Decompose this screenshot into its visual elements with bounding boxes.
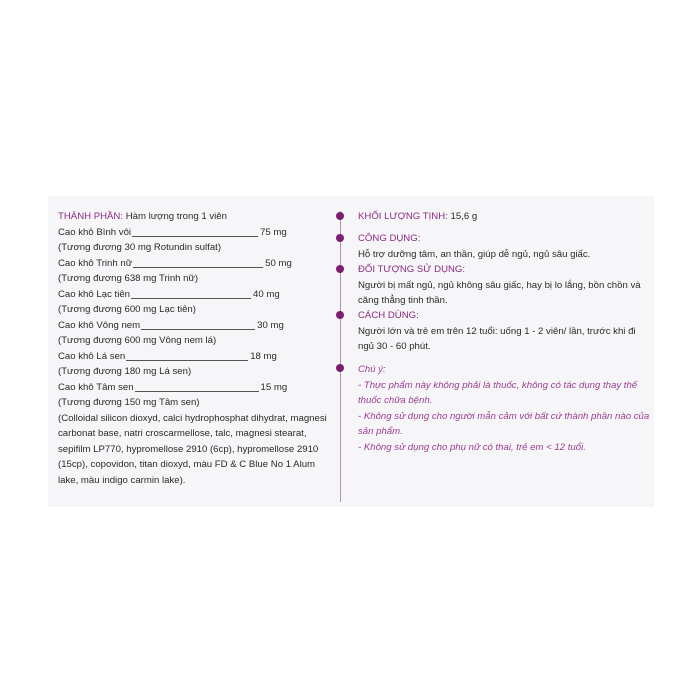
note-item: - Không sử dụng cho người mẫn cảm với bất cứ thành phần nào của sản phẩm. [358, 410, 650, 437]
dotted-leader [133, 259, 263, 268]
composition-subheading: Hàm lượng trong 1 viên [125, 211, 227, 222]
ingredient-equivalent: (Tương đương 30 mg Rotundin sulfat) [58, 242, 222, 253]
bullet-dot [336, 364, 344, 372]
notes-section [358, 362, 650, 455]
bullet-dot [336, 311, 344, 319]
ingredient-row [58, 287, 328, 303]
target-text: Người bị mất ngủ, ngủ không sâu giấc, hay bị lo lắng, bồn chồn và căng thẳng tinh thần. [358, 279, 641, 306]
bullet-dot [336, 265, 344, 273]
ingredient-name: Cao khô Trinh nữ [58, 257, 133, 269]
ingredient-equivalent: (Tương đương 638 mg Trinh nữ) [58, 273, 199, 284]
ingredient-name: Cao khô Lạc tiên [58, 288, 130, 300]
ingredient-row [58, 318, 328, 334]
dotted-leader [126, 352, 248, 361]
composition-heading: THÀNH PHẦN: [58, 211, 124, 222]
target-section [358, 262, 650, 309]
dotted-leader [141, 321, 255, 330]
composition-section [58, 209, 328, 488]
ingredient-name: Cao khô Lá sen [58, 350, 126, 362]
usage-text: Người lớn và trẻ em trên 12 tuổi: uống 1 - 2 viên/ lần, trước khi đi ngủ 30 - 60 phút. [358, 325, 636, 352]
ingredient-equivalent: (Tương đương 150 mg Tâm sen) [58, 397, 200, 408]
note-item: - Thực phẩm này không phải là thuốc, không có tác dụng thay thế thuốc chữa bệnh. [358, 379, 638, 406]
dotted-leader [135, 383, 259, 392]
composition-header [58, 209, 328, 225]
ingredient-row [58, 256, 328, 272]
usage-heading: CÁCH DÙNG: [358, 310, 419, 321]
ingredient-equivalent: (Tương đương 600 mg Lạc tiên) [58, 304, 196, 315]
dotted-leader [132, 228, 258, 237]
dotted-leader [131, 290, 251, 299]
ingredient-name: Cao khô Bình vôi [58, 226, 132, 238]
notes-list [358, 378, 650, 456]
ingredient-row [58, 349, 328, 365]
uses-heading: CÔNG DỤNG: [358, 233, 421, 244]
note-item: - Không sử dụng cho phụ nữ có thai, trẻ em < 12 tuổi. [358, 441, 586, 453]
ingredient-dose: 40 mg [253, 288, 280, 300]
ingredient-dose: 18 mg [250, 350, 277, 362]
bullet-dot [336, 234, 344, 242]
net-weight-heading: KHỐI LƯỢNG TỊNH: [358, 211, 448, 222]
notes-heading: Chú ý: [358, 364, 386, 375]
uses-section [358, 231, 650, 262]
ingredient-dose: 15 mg [260, 381, 288, 393]
timeline-divider [340, 211, 341, 502]
bullet-dot [336, 212, 344, 220]
ingredient-name: Cao khô Vông nem [58, 319, 141, 331]
target-heading: ĐỐI TƯỢNG SỬ DỤNG: [358, 264, 466, 275]
ingredient-dose: 75 mg [260, 226, 287, 238]
ingredient-row [58, 225, 328, 241]
uses-text: Hỗ trợ dưỡng tâm, an thần, giúp dễ ngủ, ngủ sâu giấc. [358, 248, 591, 260]
ingredient-equivalent: (Tương đương 600 mg Vông nem lá) [58, 335, 217, 346]
ingredient-name: Cao khô Tâm sen [58, 381, 134, 393]
excipients-text: (Colloidal silicon dioxyd, calci hydrophosphat dihydrat, magnesi carbonat base, natri croscarmellose, talc, magnesi stearat, sepifilm LP770, hypromellose 2910 (6cp), hypromellose 2910 (15cp), copovidon, titan dioxyd, màu FD & C Blue No 1 Alum lake, màu indigo carmin lake). [58, 412, 327, 486]
ingredient-equivalent: (Tương đương 180 mg Lá sen) [58, 366, 192, 377]
usage-section [358, 308, 650, 355]
ingredient-row [58, 380, 328, 396]
net-weight-row [358, 209, 650, 225]
ingredient-dose: 30 mg [257, 319, 284, 331]
net-weight-value: 15,6 g [450, 211, 478, 222]
ingredient-dose: 50 mg [265, 257, 292, 269]
